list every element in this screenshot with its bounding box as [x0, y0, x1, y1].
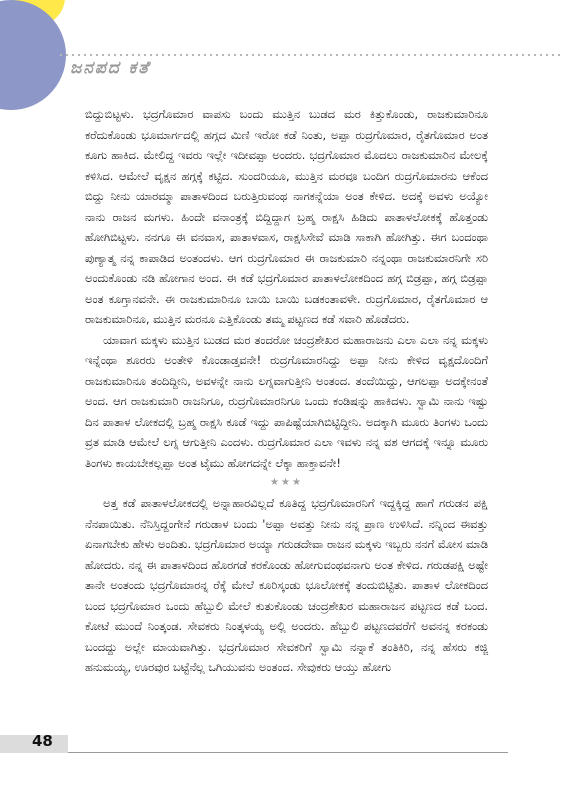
footer-rule	[68, 752, 508, 753]
section-separator: ★★★	[270, 477, 303, 488]
paragraph-3: ಅತ್ತ ಕಡೆ ಪಾತಾಳಲೋಕದಲ್ಲಿ ಅನ್ನಾಹಾರವಿಲ್ಲದೆ ಕೂತಿದ್ದ ಭದ್ರಗೊಮಾರನಿಗೆ ಇದ್ದಕ್ಕಿದ್ದ ಹಾಗೆ ಗರುಡನ ಪಕ್ಷಿ ನೆನಪಾಯಿತು. ನೆನಿಸ್ತಿದ್ದಂಗೇನೆ ಗರುಡಾಳ ಬಂದು 'ಅಪ್ಪಾ ಅವತ್ತು ನೀನು ನನ್ನ ಪ್ರಾಣ ಉಳಿಸಿದೆ. ನನ್ನಿಂದ ಈವತ್ತು ಏನಾಗಬೇಕು ಹೇಳು ಅಂದಿತು. ಭದ್ರಗೊಮಾರ ಅಯ್ಯಾ ಗರುಡದೇವಾ ರಾಜನ ಮಕ್ಕಳು ಇಬ್ಬರು ನನಗೆ ಮೋಸ ಮಾಡಿ ಹೋದರು. ನನ್ನ ಈ ಪಾತಾಳದಿಂದ ಹೊರಗಡೆ ಕರಕೊಂಡು ಹೋಗುವಂಥವನಾಗು ಅಂತ ಕೇಳಿದ. ಗರುಡಪಕ್ಷಿ ಅಷ್ಟೇ ತಾನೇ ಅಂತಂದು ಭದ್ರಗೊಮಾರನ್ನ ರೆಕ್ಕೆ ಮೇಲೆ ಕೂರಿಸ್ಕಂಡು ಭೂಲೋಕಕ್ಕೆ ತಂದುಬಿಟ್ಟಿತು. ಪಾತಾಳ ಲೋಕದಿಂದ ಬಂದ ಭದ್ರಗೊಮಾರ ಒಂದು ಹೆಬ್ಬುಲಿ ಮೇಲೆ ಕುತುಕೊಂಡು ಚಂದ್ರಶೇಖರ ಮಹಾರಾಜನ ಪಟ್ಟಣದ ಕಡೆ ಬಂದ. ಕೋಟೆ ಮುಂದೆ ನಿಂತ್ಕಂಡ. ಸೇವಕರು ನಿಂತ್ಕಳಯ್ಯ ಅಲ್ಲಿ ಅಂದರು. ಹೆಬ್ಬುಲಿ ಪಟ್ಟಣದವರೆಗೆ ಅವನನ್ನ ಕರಕಂಡು ಬಂದದ್ದು ಅಲ್ಲೇ ಮಾಯವಾಗಿತ್ತು. ಭದ್ರಗೊಮಾರ ಸೇವಕರಿಗೆ ಸ್ವಾಮಿ ನನ್ನಾಕೆ ತಂತಿಕಿರಿ, ನನ್ನ ಹೆಸರು ಕಜ್ಜಿ ಹನುಮಯ್ಯ, ಊರವುರ ಬಟ್ಟೆನೆಲ್ಲ ಒಗಿಯುವನು ಅಂತಂದ. ಸೇವುಕರು ಆಯ್ತು ಹೋಗು	[85, 496, 488, 674]
running-header-title: ಜನಪದ ಕತೆ	[70, 58, 151, 78]
paragraph-2: ಯಾವಾಗ ಮಕ್ಕಳು ಮುತ್ತಿನ ಬುಡದ ಮರ ತಂದರೋ ಚಂದ್ರಶೇಖರ ಮಹಾರಾಜನು ಎಲಾ ಎಲಾ ನನ್ನ ಮಕ್ಕಳು ಇನ್ನೆಂಥಾ ಶೂರರು ಅಂತೇಳಿ ಕೊಂಡಾಡ್ತವನೇ! ರುದ್ರಗೊಮಾರನಿದ್ದು ಅಪ್ಪಾ ನೀನು ಕೇಳಿದ ವೃಕ್ಷದೊಂದಿಗೆ ರಾಜಕುಮಾರಿನೂ ತಂದಿದ್ದೀನಿ, ಅವಳನ್ನೇ ನಾನು ಲಗ್ನವಾಗುತ್ತೀನಿ ಅಂತಂದ. ತಂದೆಯಿದ್ದು, ಆಗಲಪ್ಪಾ ಅದಕ್ಕೇನಂತೆ ಅಂದ. ಆಗ ರಾಜಕುಮಾರಿ ರಾಜನಿಗೂ, ರುದ್ರಗೊಮಾರನಿಗೂ ಒಂದು ಕಂಡಿಷನ್ನು ಹಾಕಿದಳು. ಸ್ವಾಮಿ ನಾನು ಇಷ್ಟು ದಿನ ಪಾತಾಳ ಲೋಕದಲ್ಲಿ ಬ್ರಹ್ಮ ರಾಕ್ಷಸಿ ಕೂಡೆ ಇದ್ದು ಪಾಪಿಷ್ಟೆಯಾಗಿಬಿಟ್ಟಿದ್ದೀನಿ. ಅದಕ್ಕಾಗಿ ಮೂರು ತಿಂಗಳು ಒಂದು ವ್ರತ ಮಾಡಿ ಆಮೇಲೆ ಲಗ್ನ ಆಗುತ್ತೀನಿ ಎಂದಳು. ರುದ್ರಗೊಮಾರ ಎಲಾ ಇವಳು ನನ್ನ ವಶ ಆಗದಕ್ಕೆ ಇನ್ನೂ ಮೂರು ತಿಂಗಳು ಕಾಯಬೇಕಲ್ಲಪ್ಪಾ ಅಂತ ಟೈಮು ಹೋಗದನ್ನೇ ಲೆಕ್ಕಾ ಹಾಕ್ತಾವನೇ!	[85, 332, 488, 470]
page-body	[85, 104, 488, 678]
page-number: 48	[32, 732, 53, 750]
paragraph-1: ಬಿದ್ದುಬಿಟ್ಟಳು. ಭದ್ರಗೊಮಾರ ವಾಪಸು ಬಂದು ಮುತ್ತಿನ ಬುಡದ ಮರ ಕಿತ್ತುಕೊಂಡು, ರಾಜಕುಮಾರಿನೂ ಕರೆದುಕೊಂಡು ಭೂಮಾರ್ಗದಲ್ಲಿ ಹಗ್ಗದ ಮಿಣಿ ಇರೋ ಕಡೆ ನಿಂತು, ಅಪ್ಪಾ ರುದ್ರಗೊಮಾರ, ರೈತಗೊಮಾರ ಅಂತ ಕೂಗು ಹಾಕಿದ. ಮೇಲಿದ್ದ ಇವರು ಇಲ್ಲೇ ಇದೀವಪ್ಪಾ ಅಂದರು. ಭದ್ರಗೊಮಾರ ಮೊದಲು ರಾಜಕುಮಾರಿನ ಮೇಲಕ್ಕೆ ಕಳಿಸಿದ. ಆಮೇಲೆ ವೃಕ್ಷನ ಹಗ್ಗಕ್ಕೆ ಕಟ್ಟಿದ. ಸುಂದರಿಯೂ, ಮುತ್ತಿನ ಮರವೂ ಬಂದಿಗ ರುದ್ರಗೊಮಾರನು ಆಕೆಂದ ಬಿದ್ದು ನೀನು ಯಾರಮ್ಮಾ ಪಾತಾಳದಿಂದ ಬರುತ್ತಿರುವಂಥ ನಾಗಕನ್ನೆಯಾ ಅಂತ ಕೇಳಿದ. ಅದಕ್ಕೆ ಅವಳು ಅಯ್ಯೋ ನಾನು ರಾಜನ ಮಗಳು. ಹಿಂದೇ ವನಾಂತ್ರಕ್ಕೆ ಬಿದ್ದಿದ್ದಾಗ ಬ್ರಹ್ಮ ರಾಕ್ಷಸಿ ಹಿಡಿದು ಪಾತಾಳಲೋಕಕ್ಕೆ ಹೊತ್ತಂಡು ಹೋಗಿಬಿಟ್ಟಳು. ನನಗೂ ಈ ವನವಾಸ, ಪಾತಾಳವಾಸ, ರಾಕ್ಷಸಿಸೇವೆ ಮಾಡಿ ಸಾಕಾಗಿ ಹೋಗಿತ್ತು. ಈಗ ಬಂದಂಥಾ ಪುಣ್ಯಾತ್ಮ ನನ್ನ ಕಾಪಾಡಿದ ಅಂತಂದಳು. ಆಗ ರುದ್ರಗೊಮಾರ ಈ ರಾಜಕುಮಾರಿ ನನ್ನಂಥಾ ರಾಜಕುಮಾರನಿಗೇ ಸರಿ ಅಂದುಕೊಂಡು ನಡಿ ಹೋಗಾನ ಅಂದ. ಈ ಕಡೆ ಭದ್ರಗೊಮಾರ ಪಾತಾಳಲೋಕದಿಂದ ಹಗ್ಗ ಬಿಡ್ರಪ್ಪಾ, ಹಗ್ಗ ಬಿಡ್ರಪ್ಪಾ ಅಂತ ಕೂಗ್ತಾನವನೇ. ಈ ರಾಜಕುಮಾರಿನೂ ಬಾಯಿ ಬಾಯಿ ಬಡಕಂತಾವಳೇ. ರುದ್ರಗೊಮಾರ, ರೈತಗೊಮಾರ ಆ ರಾಜಕುಮಾರಿನೂ, ಮುತ್ತಿನ ಮರನೂ ಎತ್ತಿಕೊಂಡು ತಮ್ಮ ಪಟ್ಟಣದ ಕಡೆ ಸವಾರಿ ಹೊಡೆದರು.	[85, 107, 488, 326]
